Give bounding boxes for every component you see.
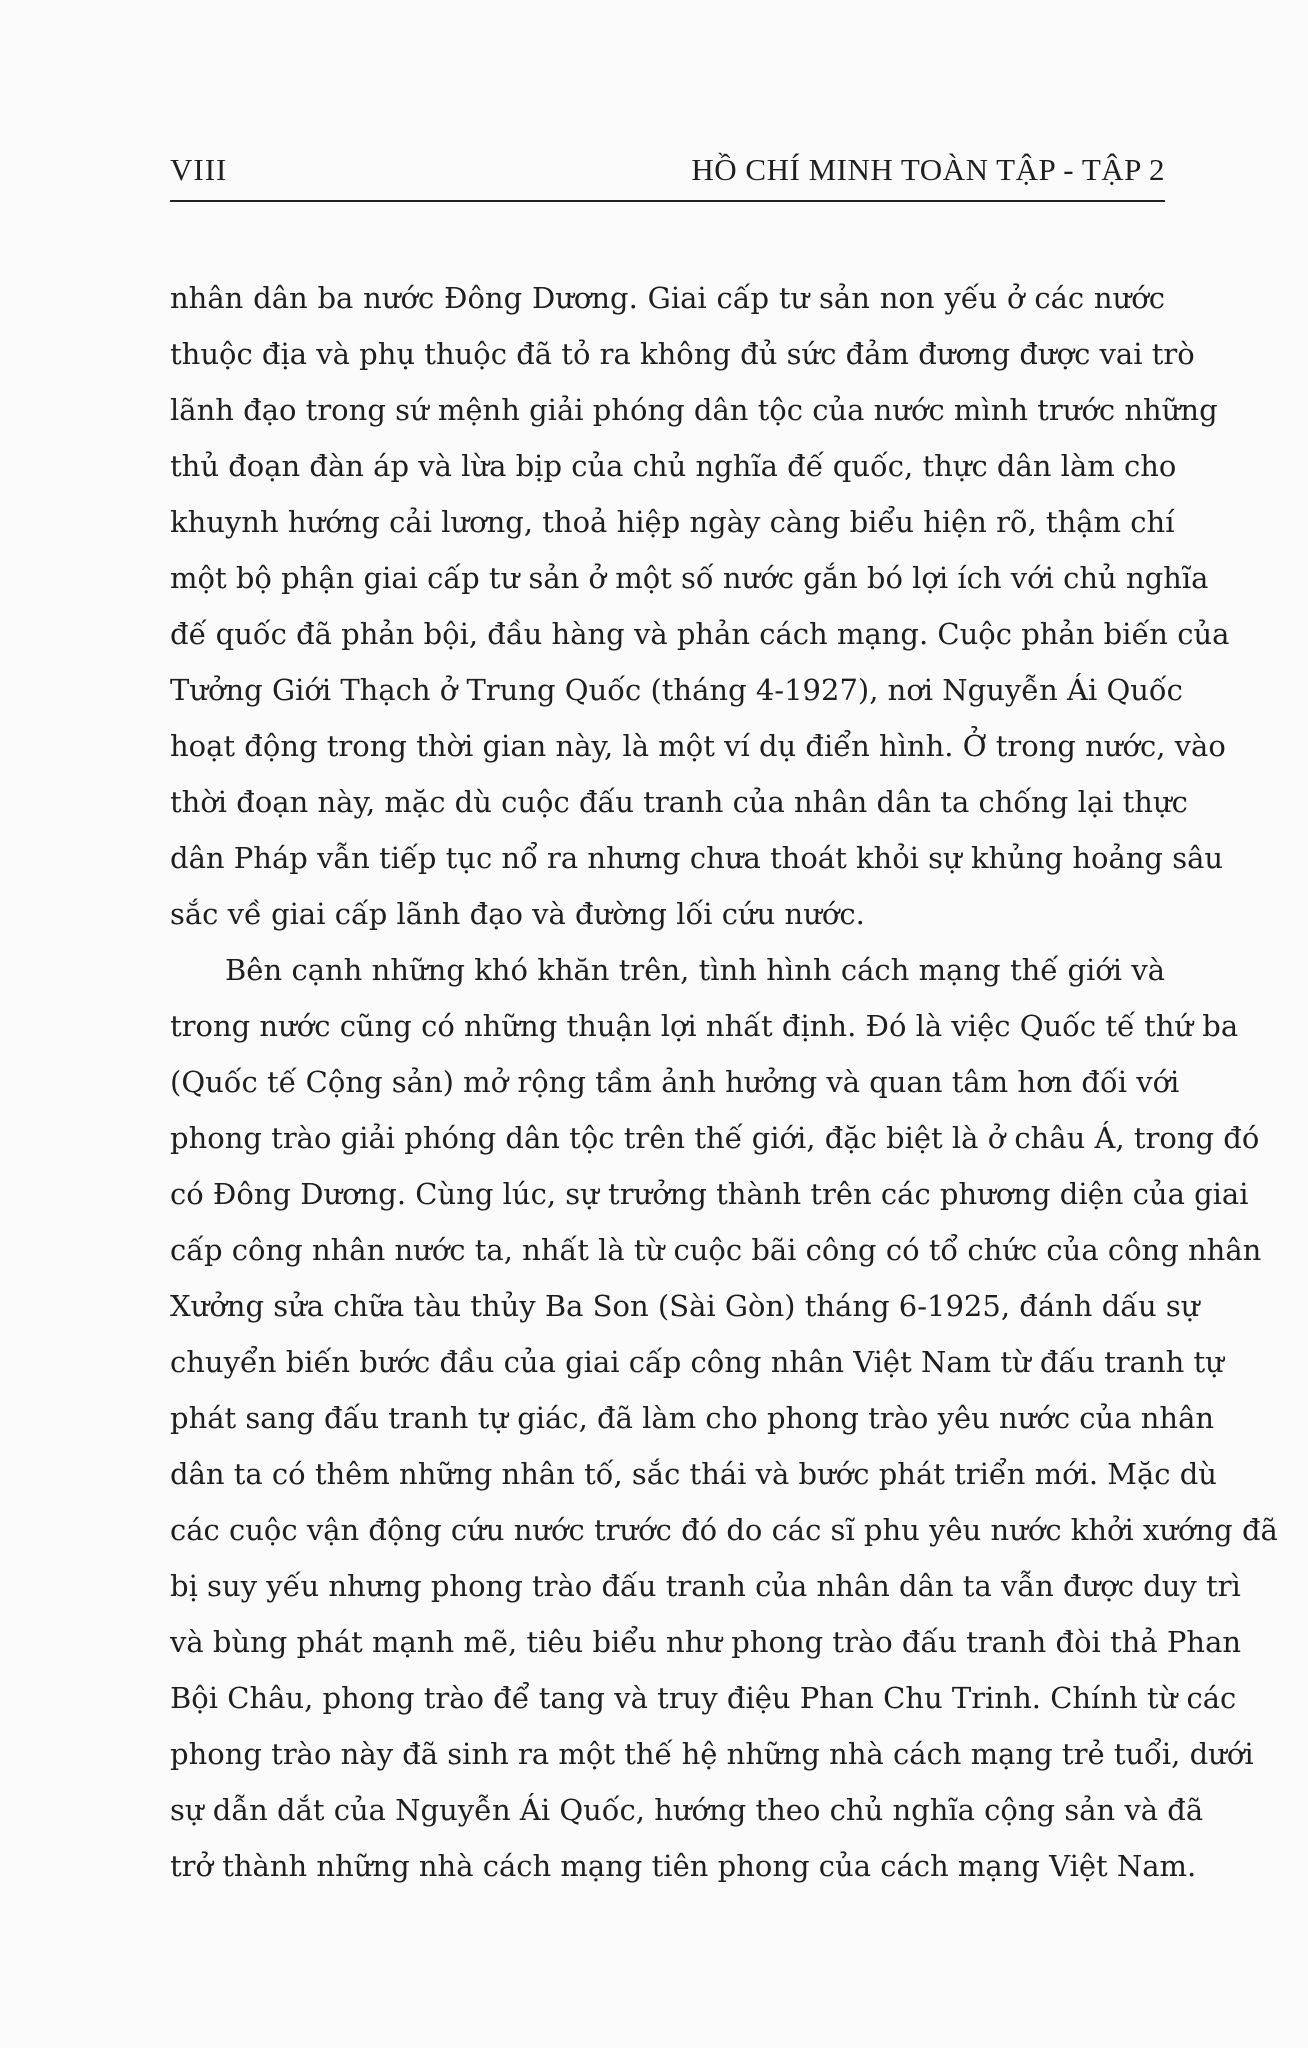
paragraph-2 [170, 942, 1278, 1894]
text-line: phát sang đấu tranh tự giác, đã làm cho phong trào yêu nước của nhân [170, 1401, 1215, 1435]
running-title: HỒ CHÍ MINH TOÀN TẬP - TẬP 2 [691, 152, 1165, 187]
text-line: Tưởng Giới Thạch ở Trung Quốc (tháng 4-1927), nơi Nguyễn Ái Quốc [170, 673, 1183, 707]
text-line: và bùng phát mạnh mẽ, tiêu biểu như phong trào đấu tranh đòi thả Phan [170, 1625, 1242, 1659]
page-number: VIII [170, 152, 228, 187]
text-line: các cuộc vận động cứu nước trước đó do các sĩ phu yêu nước khởi xướng đã [170, 1513, 1278, 1547]
text-line: hoạt động trong thời gian này, là một ví dụ điển hình. Ở trong nước, vào [170, 729, 1226, 763]
text-line: thủ đoạn đàn áp và lừa bịp của chủ nghĩa đế quốc, thực dân làm cho [170, 449, 1177, 483]
text-line: khuynh hướng cải lương, thoả hiệp ngày càng biểu hiện rõ, thậm chí [170, 505, 1175, 539]
text-line: dân ta có thêm những nhân tố, sắc thái và bước phát triển mới. Mặc dù [170, 1457, 1217, 1491]
text-line: Bên cạnh những khó khăn trên, tình hình cách mạng thế giới và [225, 953, 1165, 987]
text-line: phong trào này đã sinh ra một thế hệ những nhà cách mạng trẻ tuổi, dưới [170, 1737, 1254, 1771]
text-line: thời đoạn này, mặc dù cuộc đấu tranh của nhân dân ta chống lại thực [170, 785, 1188, 819]
text-line: cấp công nhân nước ta, nhất là từ cuộc bãi công có tổ chức của công nhân [170, 1233, 1262, 1267]
text-line: sắc về giai cấp lãnh đạo và đường lối cứu nước. [170, 897, 865, 931]
body-text [170, 270, 1278, 1894]
text-line: dân Pháp vẫn tiếp tục nổ ra nhưng chưa thoát khỏi sự khủng hoảng sâu [170, 841, 1224, 875]
text-line: thuộc địa và phụ thuộc đã tỏ ra không đủ sức đảm đương được vai trò [170, 337, 1195, 371]
text-line: Bội Châu, phong trào để tang và truy điệu Phan Chu Trinh. Chính từ các [170, 1681, 1237, 1715]
text-line: chuyển biến bước đầu của giai cấp công nhân Việt Nam từ đấu tranh tự [170, 1345, 1224, 1379]
text-line: trở thành những nhà cách mạng tiên phong của cách mạng Việt Nam. [170, 1849, 1197, 1883]
text-line: nhân dân ba nước Đông Dương. Giai cấp tư sản non yếu ở các nước [170, 281, 1165, 315]
text-line: bị suy yếu nhưng phong trào đấu tranh của nhân dân ta vẫn được duy trì [170, 1569, 1241, 1603]
text-line: lãnh đạo trong sứ mệnh giải phóng dân tộc của nước mình trước những [170, 393, 1218, 427]
text-line: phong trào giải phóng dân tộc trên thế giới, đặc biệt là ở châu Á, trong đó [170, 1121, 1260, 1155]
paragraph-1 [170, 270, 1230, 942]
text-line: (Quốc tế Cộng sản) mở rộng tầm ảnh hưởng và quan tâm hơn đối với [170, 1065, 1180, 1099]
text-line: sự dẫn dắt của Nguyễn Ái Quốc, hướng theo chủ nghĩa cộng sản và đã [170, 1793, 1204, 1827]
text-line: Xưởng sửa chữa tàu thủy Ba Son (Sài Gòn) tháng 6-1925, đánh dấu sự [170, 1289, 1200, 1323]
text-line: một bộ phận giai cấp tư sản ở một số nước gắn bó lợi ích với chủ nghĩa [170, 561, 1209, 595]
text-line: có Đông Dương. Cùng lúc, sự trưởng thành trên các phương diện của giai [170, 1177, 1249, 1211]
text-line: đế quốc đã phản bội, đầu hàng và phản cách mạng. Cuộc phản biến của [170, 617, 1230, 651]
text-line: trong nước cũng có những thuận lợi nhất định. Đó là việc Quốc tế thứ ba [170, 1009, 1239, 1043]
page-header [170, 152, 1165, 202]
